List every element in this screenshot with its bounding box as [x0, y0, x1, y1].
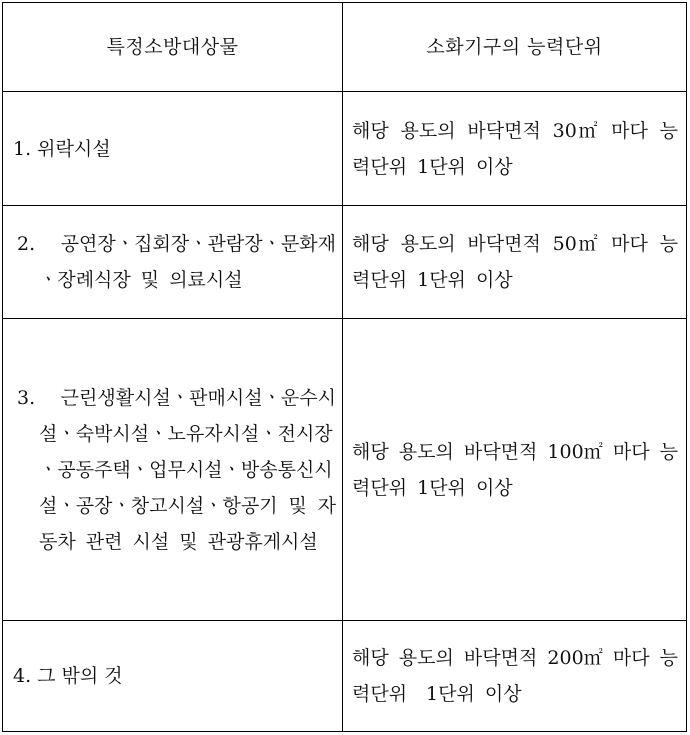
capacity-cell	[343, 206, 687, 319]
capacity-cell	[343, 92, 687, 206]
capacity-cell	[343, 621, 687, 732]
table-row	[3, 206, 687, 319]
target-cell	[3, 621, 343, 732]
target-text: 1. 위락시설	[13, 137, 111, 160]
capacity-text: 해당 용도의 바닥면적 100㎡ 마다 능력단위 1단위 이상	[352, 440, 678, 499]
header-target: 특정소방대상물	[3, 3, 343, 92]
header-capacity: 소화기구의 능력단위	[343, 3, 687, 92]
table-row	[3, 319, 687, 621]
header-row	[3, 3, 687, 92]
capacity-text: 해당 용도의 바닥면적 30㎡ 마다 능력단위 1단위 이상	[352, 119, 678, 178]
target-cell	[3, 319, 343, 621]
target-cell	[3, 92, 343, 206]
capacity-cell	[343, 319, 687, 621]
target-text: 2. 공연장ㆍ집회장ㆍ관람장ㆍ문화재ㆍ장례식장 및 의료시설	[17, 233, 336, 291]
capacity-text: 해당 용도의 바닥면적 50㎡ 마다 능력단위 1단위 이상	[352, 233, 678, 291]
capacity-text: 해당 용도의 바닥면적 200㎡ 마다 능력단위 1단위 이상	[352, 647, 678, 705]
table-row	[3, 621, 687, 732]
table-row	[3, 92, 687, 206]
target-text: 3. 근린생활시설ㆍ판매시설ㆍ운수시설ㆍ숙박시설ㆍ노유자시설ㆍ전시장ㆍ공동주택ㆍ업무시설ㆍ방송통신시설ㆍ공장ㆍ창고시설ㆍ항공기 및 자동차 관련 시설 및 관광휴게시설	[17, 386, 336, 553]
target-text: 4. 그 밖의 것	[13, 665, 123, 687]
target-cell	[3, 206, 343, 319]
fire-extinguisher-capacity-table	[2, 2, 687, 732]
